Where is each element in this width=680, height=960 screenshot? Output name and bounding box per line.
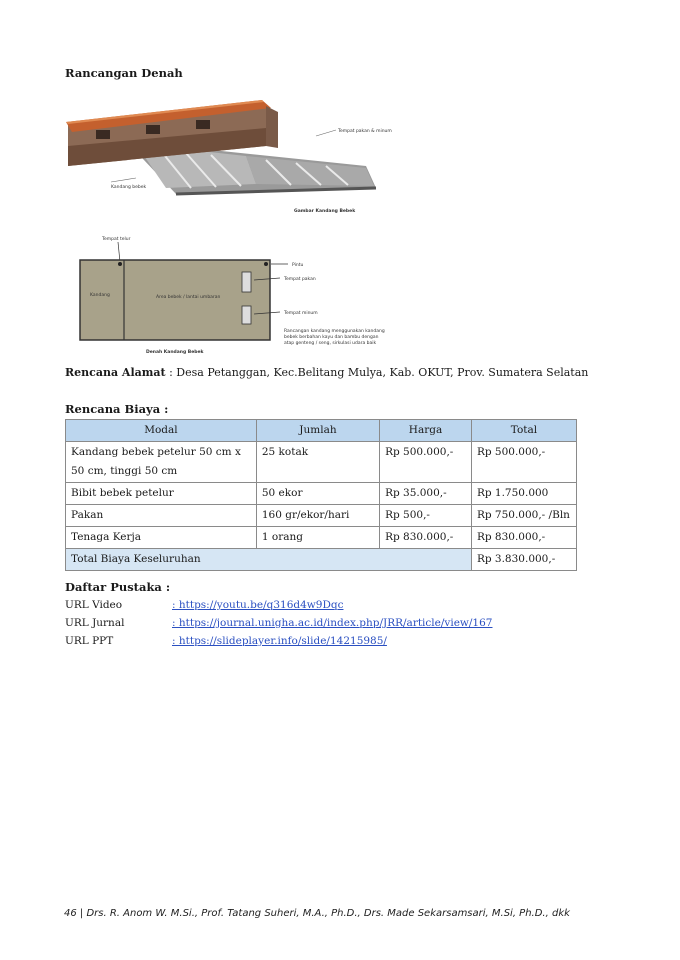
table-cell: Rp 750.000,- /Bln	[471, 505, 576, 527]
table-total-row	[66, 549, 577, 571]
barn-illustration	[66, 96, 396, 218]
table-cell: 1 orang	[256, 527, 379, 549]
table-row	[66, 527, 577, 549]
table-cell: Rp 35.000,-	[380, 483, 472, 505]
svg-text:Area bebek / lantai umbaran: Area bebek / lantai umbaran	[156, 295, 221, 300]
svg-text:Tempat pakan: Tempat pakan	[284, 277, 316, 282]
svg-text:Kandang bebek: Kandang bebek	[111, 185, 147, 190]
table-cell: Rp 1.750.000	[471, 483, 576, 505]
reference-key: URL PPT	[65, 635, 114, 647]
table-cell: 50 ekor	[256, 483, 379, 505]
svg-text:Gambar Kandang Bebek: Gambar Kandang Bebek	[294, 209, 356, 214]
page-footer: 46 | Drs. R. Anom W. M.Si., Prof. Tatang Suheri, M.A., Ph.D., Drs. Made Sekarsamsari, M.Si, Ph.D., dkk	[64, 908, 570, 919]
svg-text:Tempat telur: Tempat telur	[102, 237, 131, 242]
reference-link[interactable]: : https://journal.unigha.ac.id/index.php/JRR/article/view/167	[172, 617, 493, 629]
floor-plan-diagram	[66, 228, 426, 358]
table-row	[66, 483, 577, 505]
biaya-table	[65, 419, 577, 571]
col-header: Total	[471, 420, 576, 442]
table-cell: Pakan	[66, 505, 257, 527]
svg-text:Tempat pakan & minum: Tempat pakan & minum	[338, 129, 392, 134]
alamat-label: Rencana Alamat	[65, 366, 166, 379]
svg-text:Pintu: Pintu	[292, 263, 304, 268]
table-row	[66, 442, 577, 483]
svg-text:Kandang: Kandang	[90, 293, 110, 298]
table-cell: Rp 500.000,-	[380, 442, 472, 483]
total-label: Total Biaya Keseluruhan	[66, 549, 472, 571]
alamat-line	[65, 366, 588, 379]
table-cell: Tenaga Kerja	[66, 527, 257, 549]
svg-text:Denah Kandang Bebek: Denah Kandang Bebek	[146, 350, 204, 355]
svg-text:atap genteng / seng, sirkulasi: atap genteng / seng, sirkulasi udara baik	[284, 341, 377, 346]
denah-heading: Rancangan Denah	[65, 66, 183, 80]
table-cell: Rp 500,-	[380, 505, 472, 527]
table-cell: 160 gr/ekor/hari	[256, 505, 379, 527]
table-cell: Rp 830.000,-	[380, 527, 472, 549]
alamat-value: : Desa Petanggan, Kec.Belitang Mulya, Kab. OKUT, Prov. Sumatera Selatan	[165, 366, 589, 379]
svg-text:Tempat minum: Tempat minum	[284, 311, 318, 316]
col-header: Harga	[380, 420, 472, 442]
col-header: Jumlah	[256, 420, 379, 442]
svg-text:bebek berbahan kayu dan bambu: bebek berbahan kayu dan bambu dengan	[284, 335, 379, 340]
reference-link[interactable]: : https://slideplayer.info/slide/14215985/	[172, 635, 387, 647]
biaya-heading: Rencana Biaya :	[65, 402, 169, 416]
reference-key: URL Video	[65, 599, 123, 611]
pustaka-heading: Daftar Pustaka :	[65, 580, 171, 594]
table-cell: Rp 830.000,-	[471, 527, 576, 549]
table-cell: 25 kotak	[256, 442, 379, 483]
reference-link[interactable]: : https://youtu.be/q316d4w9Dqc	[172, 599, 344, 611]
table-row	[66, 505, 577, 527]
reference-key: URL Jurnal	[65, 617, 125, 629]
col-header: Modal	[66, 420, 257, 442]
table-cell: Rp 500.000,-	[471, 442, 576, 483]
table-cell: Kandang bebek petelur 50 cm x 50 cm, tinggi 50 cm	[66, 442, 257, 483]
svg-text:Rancangan kandang menggunakan: Rancangan kandang menggunakan kandang	[284, 329, 385, 334]
table-header-row	[66, 420, 577, 442]
total-value: Rp 3.830.000,-	[471, 549, 576, 571]
table-cell: Bibit bebek petelur	[66, 483, 257, 505]
